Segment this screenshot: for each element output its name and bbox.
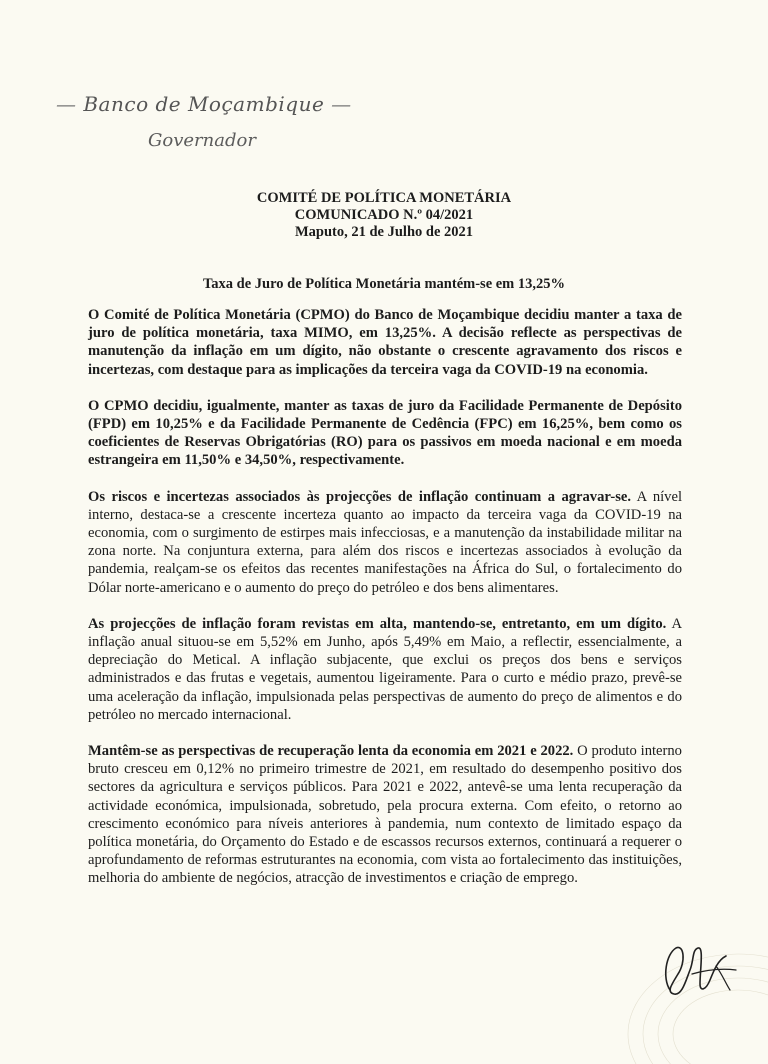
paragraph-4-text: A inflação anual situou-se em 5,52% em Junho, após 5,49% em Maio, a reflectir, essencialmente, a depreciação do Metical. A inflação subjacente, que exclui os preços dos bens e serviços administrados e das frutas e vegetais, aumentou ligeiramente. Para o curto e médio prazo, prevê-se uma aceleração da inflação, impulsionada pelas perspectivas de aumento do preço de alimentos e do petróleo no mercado internacional. bbox=[88, 615, 682, 723]
letterhead-dash-left: — bbox=[56, 92, 77, 116]
paragraph-5 bbox=[88, 742, 682, 888]
document-heading bbox=[0, 190, 768, 241]
paragraph-5-bold: Mantêm-se as perspectivas de recuperação lenta da economia em 2021 e 2022. bbox=[88, 743, 574, 760]
paragraph-5-text: O produto interno bruto cresceu em 0,12% no primeiro trimestre de 2021, em resultado do desempenho positivo dos sectores da agricultura e serviços públicos. Para 2021 e 2022, antevê-se uma lenta recuperação da actividade económica, impulsionada, sobretudo, pela procura externa. Com efeito, o retorno ao crescimento económico para níveis anteriores à pandemia, num contexto de limitado espaço da política monetária, do Orçamento do Estado e de escassos recursos externos, continuará a requerer o aprofundamento de reformas estruturantes na economia, com vista ao fortalecimento das instituições, melhoria do ambiente de negócios, atracção de investimentos e criação de emprego. bbox=[88, 743, 682, 887]
letterhead-office: Governador bbox=[148, 130, 256, 151]
paragraph-1-bold: O Comité de Política Monetária (CPMO) do Banco de Moçambique decidiu manter a taxa de juro de política monetária, taxa MIMO, em 13,25%. A decisão reflecte as perspectivas de manutenção da inflação em um dígito, não obstante o crescente agravamento dos riscos e incertezas, com destaque para as implicações da terceira vaga da COVID-19 na economia. bbox=[88, 307, 682, 378]
paragraph-4-bold: As projecções de inflação foram revistas em alta, mantendo-se, entretanto, em um dígito. bbox=[88, 615, 667, 632]
paragraph-3-text: A nível interno, destaca-se a crescente incerteza quanto ao impacto da terceira vaga da COVID-19 na economia, com o surgimento de estirpes mais infecciosas, e a manutenção da instabilidade militar na zona norte. Na conjuntura externa, para além dos riscos e incertezas associados à evolução da pandemia, realçam-se os efeitos das recentes manifestações na África do Sul, o fortalecimento do Dólar norte-americano e o aumento do preço do petróleo e dos bens alimentares. bbox=[88, 488, 683, 596]
letterhead-dash-right: — bbox=[331, 92, 352, 116]
document-body bbox=[88, 306, 682, 906]
paragraph-4 bbox=[88, 615, 682, 724]
paragraph-2 bbox=[88, 397, 682, 470]
paragraph-3-bold: Os riscos e incertezas associados às projecções de inflação continuam a agravar-se. bbox=[88, 488, 632, 505]
paragraph-2-bold: O CPMO decidiu, igualmente, manter as taxas de juro da Facilidade Permanente de Depósito (FPD) em 10,25% e da Facilidade Permanente de Cedência (FPC) em 16,25%, bem como os coeficientes de Reservas Obrigatórias (RO) para os passivos em moeda nacional e em moeda estrangeira em 11,50% e 34,50%, respectivamente. bbox=[88, 397, 682, 469]
heading-place-date: Maputo, 21 de Julho de 2021 bbox=[294, 224, 474, 240]
paragraph-1 bbox=[88, 306, 682, 379]
letterhead bbox=[56, 92, 352, 151]
letterhead-bank-name bbox=[56, 92, 352, 116]
letterhead-bank-text: Banco de Moçambique bbox=[83, 92, 325, 116]
heading-committee: COMITÉ DE POLÍTICA MONETÁRIA bbox=[256, 190, 512, 206]
heading-communique-number: COMUNICADO N.º 04/2021 bbox=[294, 207, 474, 223]
paragraph-3 bbox=[88, 488, 682, 597]
handwritten-initials-signature bbox=[656, 940, 746, 1000]
document-subject: Taxa de Juro de Política Monetária mantém-se em 13,25% bbox=[202, 276, 566, 292]
